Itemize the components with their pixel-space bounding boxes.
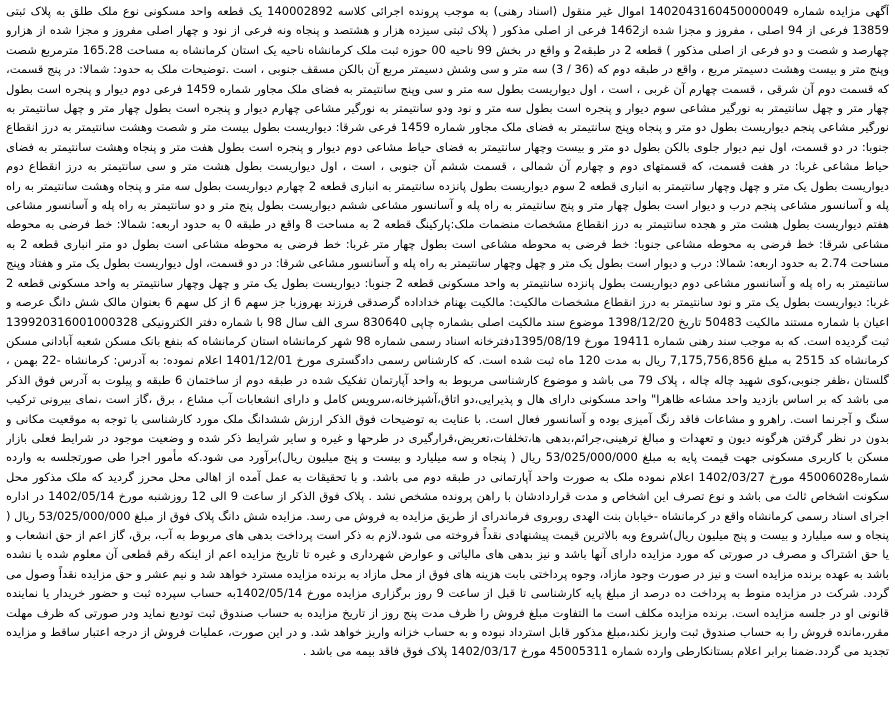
auction-notice	[6, 2, 889, 707]
auction-notice-text: آگهی مزایده شماره 1402043160450000049 اموال غیر منقول (اسناد رهنی) به موجب پرونده اجرائی کلاسه 140002892 یک قطعه واحد مسکونی نوع ملک طلق به پلاک ثبتی 13859 فرعی از 94 اصلی ، مفروز و مجزا شده از1462 فرعی از اصلی مذکور ( پلاک ثبتی سیزده هزار و هشتصد و پنجاه ونه فرعی از نود و چهار اصلی مفروز و مجزا شده از هزارو چهارصد و شصت و دو فرعی از اصلی مذکور ) قطعه 2 در طبقه2 و واقع در بخش 99 ناحیه 00 حوزه ثبت ملک کرمانشاه ناحیه یک استان کرمانشاه به مساحت 165.28 مترمربع شصت وپنج متر و بیست وهشت دسیمتر مربع ، واقع در طبقه دوم که (36 / 3) سه متر و سی وشش دسیمتر مربع آن بالکن مسقف جنوبی ، است .توضیحات ملک به حدود: شمالا: در پنج قسمت، که قسمت دوم آن شرقی ، قسمت چهارم آن غربی ، است ، اول دیواریست بطول سه متر و سی وپنج سانتیمتر به فضای ملک مجاور شماره 1459 فرعی دوم دیوار و پنجره است بطول چهار متر و چهل سانتیمتر به نورگیر مشاعی سوم دیوار و پنجره است بطول سه متر و نود ودو سانتیمتر به نورگیر مشاعی چهارم دیوار و پنجره است بطول چهار متر و چهل سانتیمتر به نورگیر مشاعی پنجم دیواریست بطول دو متر و پنجاه وپنج سانتیمتر به فضای ملک مجاور شماره 1459 فرعی شرقا: دیواریست بطول بیست متر و شصت وهشت سانتیمتر به درز انقطاع جنوبا: در دو قسمت، اول نیم دیوار جلوی بالکن بطول دو متر و بیست وچهار سانتیمتر به فضای حیاط مشاعی دوم دیوار و پنجره است بطول هفت متر و پنجاه وهشت سانتیمتر به فضای حیاط مشاعی غربا: در هفت قسمت، که قسمتهای دوم و چهارم آن شمالی ، قسمت ششم آن جنوبی ، است ، اول دیواریست بطول هشت متر و سی سانتیمتر به درز انقطاع دوم دیواریست بطول یک متر و چهل وچهار سانتیمتر به انباری قطعه 2 سوم دیواریست بطول پانزده سانتیمتر به انباری قطعه 2 چهارم دیواریست بطول سه متر و پنجاه وهشت سانتیمتر به راه پله و آسانسور مشاعی پنجم درب و دیوار است بطول چهار متر و پنج سانتیمتر به راه پله و آسانسور مشاعی ششم دیواریست بطول پنج متر و دو سانتیمتر به راه پله و آسانسور مشاعی هفتم دیواریست بطول هشت متر و هجده سانتیمتر به درز انقطاع مشخصات منضمات ملک:پارکینگ قطعه 2 به مساحت 8 واقع در طبقه 0 به حدود اربعه: شمالا: خط فرضی به محوطه مشاعی شرقا: خط فرضی به محوطه مشاعی جنوبا: خط فرضی به محوطه مشاعی است بطول چهار متر غربا: خط فرضی به محوطه مشاعی است بطول دو متر انباری قطعه 2 به مساحت 2.74 به حدود اربعه: شمالا: درب و دیوار است بطول یک متر و چهل وچهار سانتیمتر به راه پله و آسانسور مشاعی شرقا: در دو قسمت، اول دیواریست بطول یک متر و هفتاد وپنج سانتیمتر به راه پله و آسانسور مشاعی دوم دیواریست بطول پانزده سانتیمتر به واحد مسکونی قطعه 2 جنوبا: دیواریست بطول یک متر و چهل وچهار سانتیمتر به واحد مسکونی قطعه 2 غربا: دیواریست بطول یک متر و نود سانتیمتر به درز انقطاع مشخصات مالکیت: مالکیت بهنام خداداده گرصدقی فرزند بهروزبا جز سهم 6 از کل سهم 6 بعنوان مالک شش دانگ عرصه و اعیان با شماره مستند مالکیت 50483 تاریخ 1398/12/20 موضوع سند مالکیت اصلی بشماره چاپی 830640 سری الف سال 98 با شماره دفتر الکترونیکی 139920316001000328 ثبت گردیده است. که به موجب سند رهنی شماره 19411 مورخ 1395/08/19دفترخانه اسناد رسمی شماره 98 شهر کرمانشاه استان کرمانشاه که بنفع بانک مسکن شعبه آبادانی مسکن کرمانشاه کد 2515 به مبلغ 7,175,756,856 ریال به مدت 120 ماه ثبت شده است. که کارشناس رسمی دادگستری مورخ 1401/12/01 اعلام نموده: به آدرس: کرمانشاه -22 بهمن ، گلستان ،ظفر جنوبی،کوی شهید چاله چاله ، پلاک 79 می باشد و موضوع کارشناسی مربوط به واحد آپارتمان تفکیک شده در طبقه دوم از ساختمان 6 طبقه و پیلوت به آدرس فوق الذکر می باشد که بر اساس بازدید واحد مشاعه ظاهرا" واحد مسکونی دارای هال و پذیرایی،دو اتاق،آشپزخانه،سرویس کامل و دارای انشعابات آب مشاع ، برق ،گاز است ،نمای بیرونی ترکیب سنگ و آجرنما است. راهرو و مشاعات فاقد رنگ آمیزی بوده و آسانسور فعال است. با عنایت به توضیحات فوق الذکر ارزش ششدانگ ملک مورد کارشناسی با توجه به موقعیت مکانی و بدون در نظر گرفتن هرگونه دیون و تعهدات و مبالغ ترهینی،جرائم،بدهی ها،تخلفات،تعریض،قرارگیری در طرحها و غیره و سایر شرایط ذکر شده و وضعیت موجود در شرایط فعلی بازار مسکن با کاربری مسکونی جهت قیمت پایه به مبلغ 53/025/000/000 ریال ( پنجاه و سه میلیارد و بیست و پنج میلیون ریال)برآورد می شود.که مأمور اجرا طی صورتجلسه به وارده شماره45006028 مورخ 1402/03/27 اعلام نموده ملک به صورت واحد آپارتمانی در طبقه دوم می باشد. و با تحقیقات به عمل آمده از اهالی محل محرز گردید که ملک مذکور محل سکونت اشخاص ثالث می باشد و نوع تصرف این اشخاص و مدت قراردادشان با راهن پرونده مشخص نشد . پلاک فوق الذکر از ساعت 9 الی 12 روزشنبه مورخ 1402/05/14 در اداره اجرای اسناد رسمی کرمانشاه واقع در کرمانشاه -خیابان بنت الهدی روبروی فرماندرای از طریق مزایده به فروش می رسد. مزایده شش دانگ پلاک فوق از مبلغ 53/025/000/000 ریال ( پنجاه و سه میلیارد و بیست و پنج میلیون ریال)شروع وبه بالاترین قیمت پیشنهادی نقداً فروخته می شود.لازم به ذکر است پرداخت بدهی های مربوط به آب، برق، گاز اعم از حق انشعاب و یا حق اشتراک و مصرف در صورتی که مورد مزایده دارای آنها باشد و نیز بدهی های مالیاتی و عوارض شهرداری و غیره تا تاریخ مزایده اعم از اینکه رقم قطعی آن معلوم شده یا نشده باشد به عهده برنده مزایده است و نیز در صورت وجود مازاد، وجوه پرداختی بابت هزینه های فوق از محل مازاد به برنده مزایده مسترد خواهد شد و نیم عشر و حق مزایده نقداً وصول می گردد. شرکت در مزایده منوط به پرداخت ده درصد از مبلغ پایه کارشناسی تا قبل از ساعت 9 روز برگزاری مزایده مورخ 1402/05/14به حساب سپرده ثبت و حضور خریدار یا نماینده قانونی او در جلسه مزایده است. برنده مزایده مکلف است ما التفاوت مبلغ فروش را ظرف مدت پنج روز از تاریخ مزایده به حساب صندوق ثبت تودیع نماید ودر صورتی که ظرف مهلت مقرر،مانده فروش را به حساب صندوق ثبت واریز نکند،مبلغ مذکور قابل استرداد نبوده و به حساب خزانه واریز خواهد شد. و در این صورت، عملیات فروش از درجه اعتبار ساقط و مزایده تجدید می گردد.ضمنا برابر اعلام بستانکارطی وارده شماره 45005311 مورخ 1402/03/17 پلاک فوق فاقد بیمه می باشد .	[6, 4, 889, 659]
